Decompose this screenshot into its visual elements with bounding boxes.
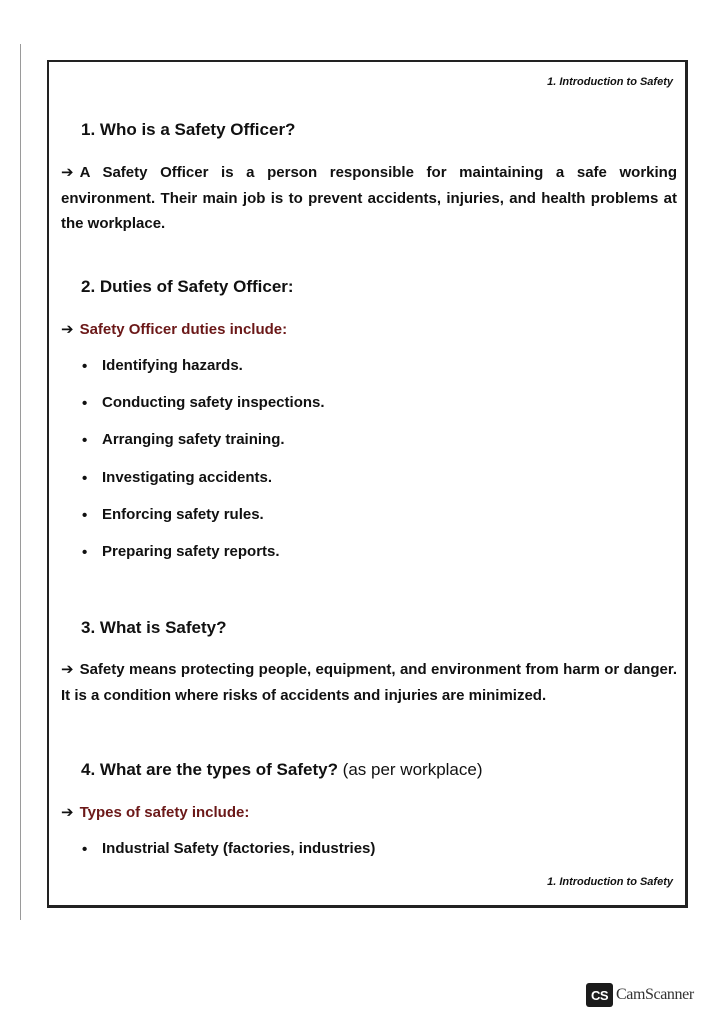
section-3-paragraph — [61, 657, 677, 708]
section-1-paragraph — [61, 160, 677, 237]
bullet-icon: • — [82, 841, 88, 858]
arrow-icon: ➔ — [61, 661, 74, 678]
bullet-icon: • — [82, 469, 88, 487]
bullet-icon: • — [82, 506, 88, 524]
section-2-heading: 2. Duties of Safety Officer: — [81, 277, 294, 296]
bullet-icon: • — [82, 432, 88, 450]
bullet-icon: • — [82, 543, 88, 561]
section-1-text: A Safety Officer is a person responsible for maintaining a safe working environment. Their main job is to prevent accidents, injuries, and health problems at the workplace. — [61, 164, 677, 232]
list-item-text: Identifying hazards. — [102, 357, 243, 374]
section-4-heading — [81, 760, 483, 780]
list-item — [79, 506, 325, 543]
list-item — [79, 469, 325, 506]
section-2-lead — [61, 320, 287, 338]
arrow-icon: ➔ — [61, 804, 74, 821]
list-item-text: Investigating accidents. — [102, 468, 273, 486]
list-item — [79, 357, 325, 394]
section-2-lead-text: Safety Officer duties include: — [79, 321, 288, 338]
safety-types-list — [79, 840, 375, 877]
section-1-heading: 1. Who is a Safety Officer? — [81, 120, 296, 139]
section-3-heading: 3. What is Safety? — [81, 618, 227, 637]
section-4-lead-text: Types of safety include: — [79, 804, 250, 821]
list-item-text: Industrial Safety (factories, industries) — [102, 840, 376, 857]
camscanner-logo-icon: CS — [586, 983, 613, 1007]
list-item-text: Enforcing safety rules. — [102, 505, 264, 523]
duties-list — [79, 357, 325, 580]
list-item — [79, 431, 325, 468]
list-item-text: Conducting safety inspections. — [102, 394, 325, 412]
document-page — [47, 60, 688, 908]
section-4-lead — [61, 803, 249, 821]
list-item-text: Arranging safety training. — [102, 431, 285, 449]
list-item — [79, 543, 325, 580]
bullet-icon: • — [82, 358, 88, 375]
camscanner-watermark — [586, 983, 694, 1007]
bullet-icon: • — [82, 395, 88, 413]
header-note: 1. Introduction to Safety — [547, 76, 673, 88]
section-3-text: Safety means protecting people, equipment, and environment from harm or danger. It is a condition where risks of accidents and injuries are minimized. — [61, 661, 677, 704]
list-item — [79, 394, 325, 431]
page-margin-line — [20, 44, 21, 920]
arrow-icon: ➔ — [61, 164, 74, 181]
section-4-heading-suffix: (as per workplace) — [337, 760, 483, 779]
list-item — [79, 840, 375, 877]
list-item-text: Preparing safety reports. — [102, 542, 280, 560]
footer-note: 1. Introduction to Safety — [547, 876, 673, 888]
arrow-icon: ➔ — [61, 321, 74, 338]
camscanner-text: CamScanner — [616, 986, 694, 1003]
section-4-heading-text: 4. What are the types of Safety? — [81, 760, 338, 779]
